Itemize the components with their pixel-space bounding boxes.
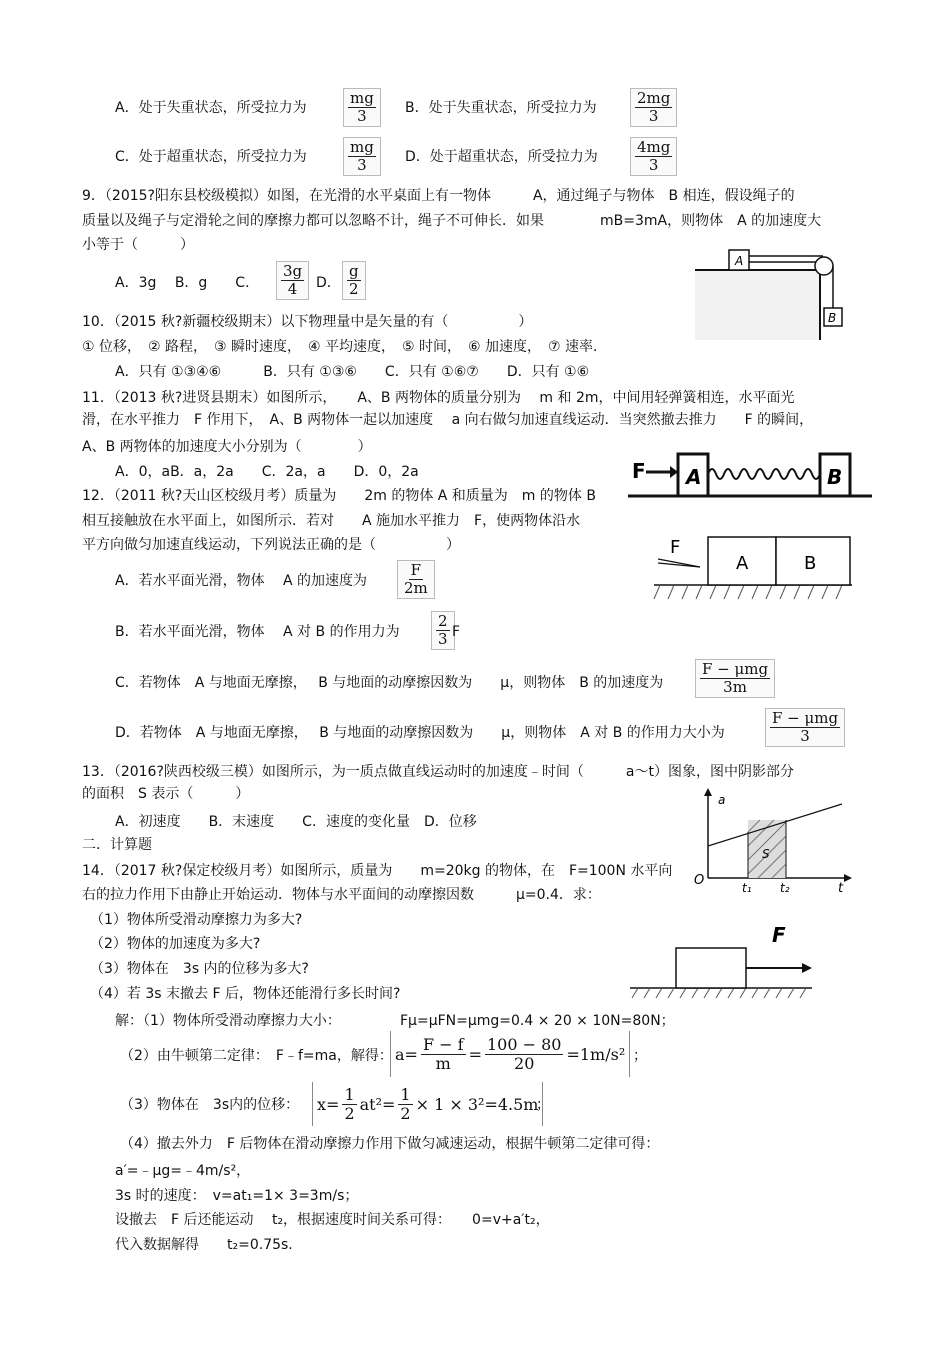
q8-option-a: A．处于失重状态，所受拉力为: [115, 100, 307, 116]
q14-figure: [628, 920, 814, 1002]
q12-option-d: D．若物体 A 与地面无摩擦， B 与地面的动摩擦因数为 μ，则物体 A 对 B 的作用力大小为: [115, 725, 725, 741]
q11-line-1: 11．（2013 秋?进贤县期末）如图所示， A、B 两物体的质量分别为 m 和 2m，中间用轻弹簧相连，水平面光: [82, 390, 795, 406]
q9-option-c-fraction: $\frac{3g}{4}$: [276, 261, 309, 300]
q12-option-c-fraction: F − μmg 3m: [695, 659, 775, 698]
q13-area-label-s: S: [762, 847, 770, 861]
q8-option-c: C．处于超重状态，所受拉力为: [115, 149, 307, 165]
q9-pulley: [815, 257, 833, 275]
q14-solution-3-equation: x= $\frac{1}{2}$ at²= $\frac{1}{2}$ × 1 × 3²=4.5m: [312, 1082, 543, 1126]
q11-options: A．0，aB．a，2a C．2a，a D．0，2a: [115, 464, 419, 480]
q8-option-a-fraction: $\frac{mg}{3}$: [343, 88, 381, 127]
q14-sub-2: （2）物体的加速度为多大?: [90, 936, 261, 952]
q9-line-3: 小等于（ ）: [82, 237, 194, 253]
q13-line-1: 13．（2016?陕西校级三模）如图所示，为一质点做直线运动时的加速度﹣时间（ a～t）图象，图中阴影部分: [82, 764, 794, 780]
q14-line-2: 右的拉力作用下由静止开始运动．物体与水平面间的动摩擦因数 μ=0.4．求：: [82, 887, 601, 903]
q8-option-c-fraction: $\frac{mg}{3}$: [343, 137, 381, 176]
q14-block: [676, 948, 746, 988]
q12-line-1: 12．（2011 秋?天山区校级月考）质量为 2m 的物体 A 和质量为 m 的物体 B: [82, 488, 596, 504]
q14-sub-4: （4）若 3s 末撤去 F 后，物体还能滑行多长时间?: [90, 986, 401, 1002]
q11-line-2: 滑，在水平推力 F 作用下， A、B 两物体一起以加速度 a 向右做匀加速直线运动．当突然撤去推力 F 的瞬间，: [82, 412, 814, 428]
q8-option-d-fraction: $\frac{4mg}{3}$: [630, 137, 677, 176]
q10-line-1: 10．（2015 秋?新疆校级期末）以下物理量中是矢量的有（ ）: [82, 314, 533, 330]
q14-solution-2-end: ；: [633, 1048, 647, 1064]
q12-fig-label-a: A: [736, 553, 749, 574]
q10-line-2: ① 位移， ② 路程， ③ 瞬时速度， ④ 平均速度， ⑤ 时间， ⑥ 加速度， ⑦ 速率．: [82, 339, 608, 355]
q14-line-1: 14．（2017 秋?保定校级月考）如图所示，质量为 m=20kg 的物体，在 F=100N 水平向: [82, 863, 673, 879]
q11-fig-label-b: B: [827, 465, 843, 489]
q11-fig-label-a: A: [686, 465, 702, 489]
q12-option-d-fraction: F − μmg 3: [765, 708, 845, 747]
q13-axis-label-t: t: [838, 881, 844, 894]
q11-fig-label-f: F: [632, 459, 646, 483]
q14-solution-4: （4）撤去外力 F 后物体在滑动摩擦力作用下做匀减速运动，根据牛顿第二定律可得：: [120, 1136, 660, 1152]
q14-solution-time-relation: 设撤去 F 后还能运动 t₂，根据速度时间关系可得： 0=v+a′t₂，: [115, 1212, 550, 1228]
q12-fig-label-b: B: [804, 553, 817, 574]
q14-solution-3-label: （3）物体在 3s内的位移：: [120, 1097, 300, 1113]
q13-axis-label-a: a: [718, 793, 726, 807]
q10-options: A．只有 ①③④⑥ B．只有 ①③⑥ C．只有 ①⑥⑦ D．只有 ①⑥: [115, 364, 590, 380]
q12-line-2: 相互接触放在水平面上，如图所示．若对 A 施加水平推力 F，使两物体沿水: [82, 513, 581, 529]
q9-option-d-fraction: $\frac{g}{2}$: [342, 261, 366, 300]
q12-fig-label-f: F: [670, 537, 681, 558]
q9-line-2: 质量以及绳子与定滑轮之间的摩擦力都可以忽略不计，绳子不可伸长．如果 mB=3mA，则物体 A 的加速度大: [82, 213, 822, 229]
q14-solution-2-label: （2）由牛顿第二定律： F﹣f=ma，解得：: [120, 1048, 393, 1064]
q9-fig-label-a: A: [735, 254, 744, 268]
q12-line-3: 平方向做匀加速直线运动，下列说法正确的是（ ）: [82, 537, 460, 553]
q9-option-d: D．: [316, 275, 341, 291]
q12-blocks-figure: [652, 533, 854, 603]
q9-pulley-figure: [693, 242, 848, 342]
q12-option-c: C．若物体 A 与地面无摩擦， B 与地面的动摩擦因数为 μ，则物体 B 的加速度为: [115, 675, 664, 691]
q12-option-b-fraction: $\frac{2}{3}$: [431, 611, 455, 650]
q13-tick-label-t1: t₁: [742, 881, 752, 894]
q12-option-a-fraction: $\frac{F}{2m}$: [397, 560, 435, 599]
q14-solution-velocity: 3s 时的速度： v=at₁=1× 3=3m/s；: [115, 1188, 359, 1204]
q9-fig-label-b: B: [828, 311, 837, 325]
section-heading: 二．计算题: [82, 837, 152, 853]
q14-solution-2-equation: a= $\frac{F - f}{m}$ = $\frac{100 - 80}{20}$ =1m/s²: [390, 1031, 630, 1077]
q13-options: A．初速度 B．末速度 C．速度的变化量 D．位移: [115, 814, 477, 830]
q12-option-b-suffix: F: [452, 624, 461, 640]
q11-line-3: A、B 两物体的加速度大小分别为（ ）: [82, 439, 372, 455]
q12-option-a: A．若水平面光滑，物体 A 的加速度为: [115, 573, 368, 589]
q9-options-ab: A．3g B．g C．: [115, 275, 260, 291]
q12-option-b: B．若水平面光滑，物体 A 对 B 的作用力为: [115, 624, 400, 640]
q14-solution-1-label: 解：（1）物体所受滑动摩擦力大小：: [115, 1013, 341, 1029]
q14-fig-label-f: F: [772, 923, 786, 947]
q8-option-b-fraction: $\frac{2mg}{3}$: [630, 88, 677, 127]
q14-solution-result: 代入数据解得 t₂=0.75s.: [115, 1237, 293, 1253]
q8-option-b: B．处于失重状态，所受拉力为: [405, 100, 597, 116]
q13-line-2: 的面积 S 表示（ ）: [82, 786, 250, 802]
q11-spring: [708, 469, 820, 479]
q9-line-1: 9．（2015?阳东县校级模拟）如图，在光滑的水平桌面上有一物体 A，通过绳子与物体 B 相连，假设绳子的: [82, 188, 795, 204]
q8-option-d: D．处于超重状态，所受拉力为: [405, 149, 598, 165]
q13-origin-label: O: [694, 873, 705, 888]
q14-solution-deceleration: a′=﹣μg=﹣4m/s²，: [115, 1163, 251, 1179]
q14-solution-1-formula: Fμ=μFN=μmg=0.4 × 20 × 10N=80N；: [400, 1013, 675, 1029]
q14-sub-1: （1）物体所受滑动摩擦力为多大?: [90, 912, 303, 928]
q13-graph-figure: [692, 786, 852, 894]
q11-spring-figure: [628, 444, 872, 510]
q14-sub-3: （3）物体在 3s 内的位移为多大?: [90, 961, 309, 977]
q13-tick-label-t2: t₂: [780, 881, 790, 894]
q14-solution-3-end: ；: [536, 1097, 550, 1113]
